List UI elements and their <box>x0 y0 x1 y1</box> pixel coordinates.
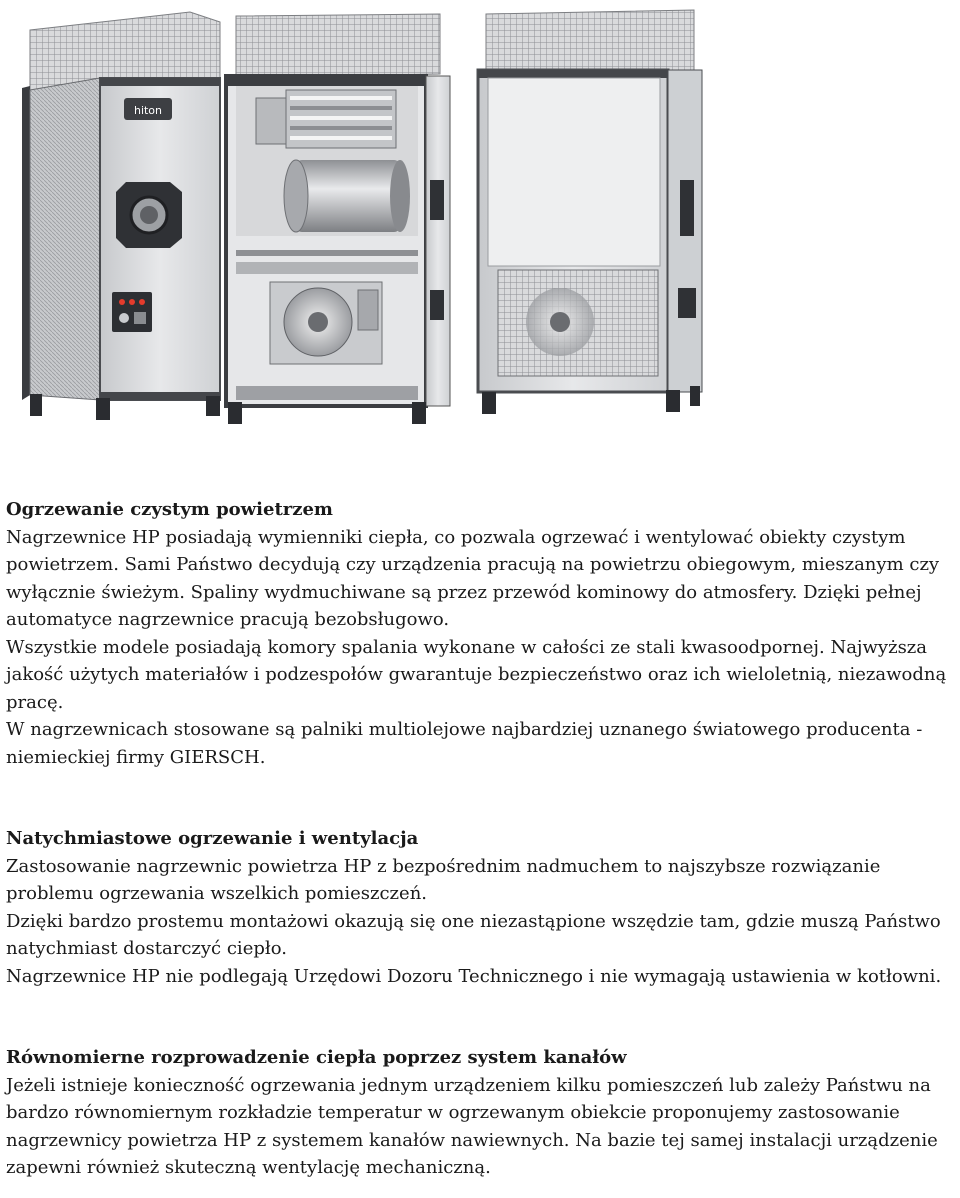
control-panel <box>112 292 152 332</box>
paragraph: Nagrzewnice HP nie podlegają Urzędowi Dozoru Technicznego i nie wymagają ustawienia w kotłowni. <box>6 965 942 987</box>
section-heading: Ogrzewanie czystym powietrzem <box>6 499 333 520</box>
section-duct-distribution <box>6 1044 956 1182</box>
combustion-chamber <box>284 160 410 232</box>
section-clean-air-heating <box>6 496 956 771</box>
paragraph: Nagrzewnice HP posiadają wymienniki ciepła, co pozwala ogrzewać i wentylować obiekty czystym powietrzem. Sami Państwo decydują czy urządzenia pracują na powietrzu obiegowym, mieszanym czy wyłącznie świeżym. Spaliny wydmuchiwane są przez przewód kominowy do atmosfery. Dzięki pełnej automatyce nagrzewnice pracują bezobsługowo. <box>6 526 940 630</box>
heater-unit-middle <box>226 14 450 424</box>
paragraph: W nagrzewnicach stosowane są palniki multiolejowe najbardziej uznanego światowego producenta - niemieckiej firmy GIERSCH. <box>6 719 923 768</box>
paragraph: Jeżeli istnieje konieczność ogrzewania jednym urządzeniem kilku pomieszczeń lub zależy Państwu na bardzo równomiernym rozkładzie temperatur w ogrzewanym obiekcie proponujemy zastosowanie nagrzewnicy powietrza HP z systemem kanałów nawiewnych. Na bazie tej samej instalacji urządzenie zapewni również skuteczną wentylację mechaniczną. <box>6 1074 938 1178</box>
svg-text:hiton: hiton <box>133 104 163 117</box>
heater-unit-left <box>22 12 220 420</box>
section-heading: Natychmiastowe ogrzewanie i wentylacja <box>6 828 419 849</box>
hiton-logo <box>124 98 172 120</box>
product-photo <box>0 0 960 440</box>
fan-blower <box>270 282 382 364</box>
article-body <box>6 496 956 1182</box>
paragraph: Wszystkie modele posiadają komory spalania wykonane w całości ze stali kwasoodpornej. Najwyższa jakość użytych materiałów i podzespołów gwarantuje bezpieczeństwo oraz ich wieloletnią, niezawodną pracę. <box>6 636 947 713</box>
paragraph: Dzięki bardzo prostemu montażowi okazują się one niezastąpione wszędzie tam, gdzie muszą Państwo natychmiast dostarczyć ciepło. <box>6 910 941 959</box>
heater-unit-right <box>478 10 702 414</box>
section-heading: Równomierne rozprowadzenie ciepła poprzez system kanałów <box>6 1047 627 1068</box>
heat-exchanger <box>256 90 396 148</box>
section-instant-heating <box>6 825 956 990</box>
paragraph: Zastosowanie nagrzewnic powietrza HP z bezpośrednim nadmuchem to najszybsze rozwiązanie problemu ogrzewania wszelkich pomieszczeń. <box>6 855 881 904</box>
